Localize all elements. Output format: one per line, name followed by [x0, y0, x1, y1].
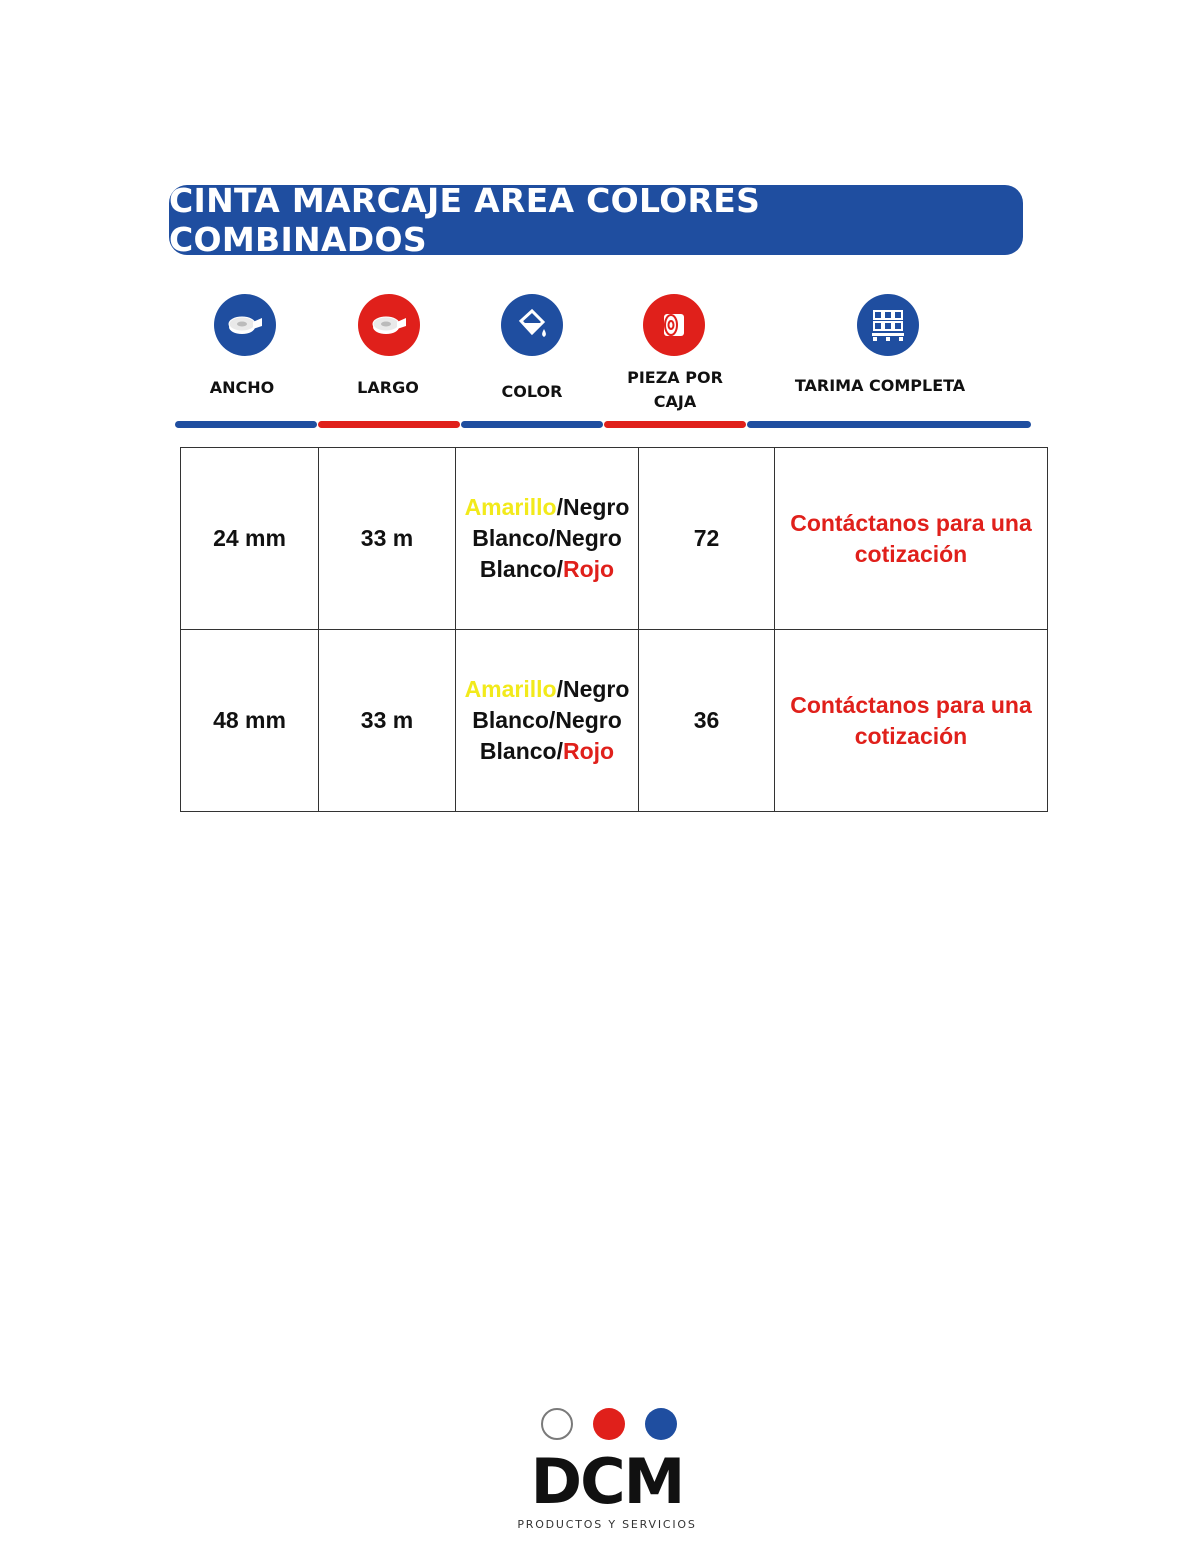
contact-text: Contáctanos para una [790, 691, 1032, 718]
color-name: Amarillo [464, 676, 557, 702]
color-line [460, 705, 634, 736]
column-label-pieza-por-caja [627, 366, 723, 414]
spec-table [180, 447, 1048, 812]
color-name: Negro [562, 494, 630, 520]
column-label-line: CAJA [653, 392, 697, 411]
cell-ancho: 24 mm [181, 448, 319, 630]
column-label-largo: LARGO [357, 378, 419, 397]
cell-largo: 33 m [319, 630, 456, 812]
cell-color [456, 448, 639, 630]
paint-bucket-icon [501, 294, 563, 356]
color-line [460, 674, 634, 705]
color-sep: / [548, 525, 556, 551]
color-sep: / [556, 494, 563, 520]
color-name: Negro [555, 525, 622, 551]
color-line [460, 554, 634, 585]
table-row [181, 630, 1048, 812]
tape-roll-icon [643, 294, 705, 356]
logo-dots [504, 1408, 714, 1440]
measuring-tape-icon [214, 294, 276, 356]
column-label-ancho: ANCHO [209, 378, 275, 397]
cell-tarima [775, 448, 1048, 630]
color-line [460, 492, 634, 523]
color-name: Blanco [479, 738, 557, 764]
color-name: Blanco [479, 556, 557, 582]
divider [604, 421, 746, 428]
cell-ancho: 48 mm [181, 630, 319, 812]
measuring-tape-icon [358, 294, 420, 356]
cell-color [456, 630, 639, 812]
logo-tagline: PRODUCTOS Y SERVICIOS [517, 1518, 697, 1531]
company-logo [500, 1408, 714, 1531]
column-label-tarima: TARIMA COMPLETA [794, 376, 966, 395]
divider [461, 421, 603, 428]
color-sep: / [556, 676, 563, 702]
contact-text: Contáctanos para una [790, 509, 1032, 536]
color-name: Blanco [472, 707, 549, 733]
contact-text: cotización [854, 722, 968, 749]
column-label-color: COLOR [501, 382, 563, 401]
color-name: Rojo [562, 556, 615, 582]
color-name: Negro [562, 676, 630, 702]
column-label-line: PIEZA POR [627, 368, 723, 387]
color-name: Negro [555, 707, 622, 733]
pallet-boxes-icon [857, 294, 919, 356]
contact-text: cotización [854, 540, 968, 567]
cell-largo: 33 m [319, 448, 456, 630]
page-title: CINTA MARCAJE AREA COLORES COMBINADOS [169, 185, 1023, 255]
table-row [181, 448, 1048, 630]
cell-tarima [775, 630, 1048, 812]
color-name: Amarillo [464, 494, 557, 520]
color-name: Rojo [562, 738, 615, 764]
logo-dot-blue [645, 1408, 677, 1440]
divider [318, 421, 460, 428]
color-name: Blanco [472, 525, 549, 551]
color-sep: / [548, 707, 556, 733]
color-sep: / [556, 738, 563, 764]
logo-dot-white [541, 1408, 573, 1440]
logo-wordmark: DCM [530, 1445, 684, 1518]
divider [747, 421, 1031, 428]
cell-piezas: 36 [639, 630, 775, 812]
color-line [460, 736, 634, 767]
color-sep: / [556, 556, 563, 582]
logo-dot-red [593, 1408, 625, 1440]
cell-piezas: 72 [639, 448, 775, 630]
divider [175, 421, 317, 428]
color-line [460, 523, 634, 554]
